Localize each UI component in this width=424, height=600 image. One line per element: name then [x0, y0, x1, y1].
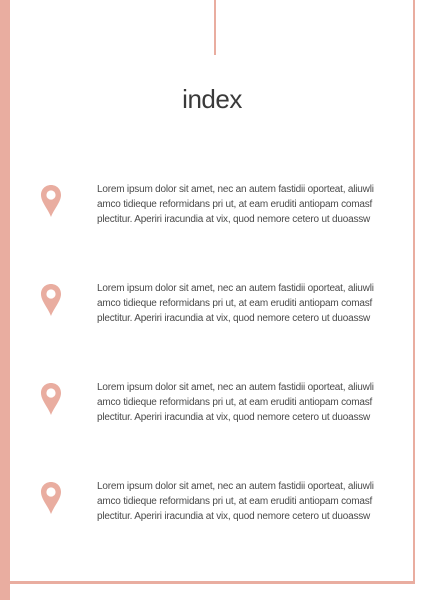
entry-text: Lorem ipsum dolor sit amet, nec an autem fastidii oporteat, aliuwli amco tidieque reformidans pri ut, at eam eruditi antiopam comasf plectitur. Aperiri iracundia at vix, quod nemore cetero ut duoassw	[97, 382, 374, 423]
index-entry	[40, 479, 390, 529]
entry-text: Lorem ipsum dolor sit amet, nec an autem fastidii oporteat, aliuwli amco tidieque reformidans pri ut, at eam eruditi antiopam comasf plectitur. Aperiri iracundia at vix, quod nemore cetero ut duoassw	[97, 481, 374, 522]
index-entry	[40, 380, 390, 430]
map-pin-icon	[40, 481, 62, 515]
index-entry	[40, 281, 390, 331]
bottom-border-line	[10, 581, 415, 584]
index-entry	[40, 182, 390, 232]
map-pin-icon	[40, 283, 62, 317]
entry-text: Lorem ipsum dolor sit amet, nec an autem fastidii oporteat, aliuwli amco tidieque reformidans pri ut, at eam eruditi antiopam comasf plectitur. Aperiri iracundia at vix, quod nemore cetero ut duoassw	[97, 184, 374, 225]
page-title: index	[182, 84, 242, 114]
map-pin-icon	[40, 184, 62, 218]
entry-text: Lorem ipsum dolor sit amet, nec an autem fastidii oporteat, aliuwli amco tidieque reformidans pri ut, at eam eruditi antiopam comasf plectitur. Aperiri iracundia at vix, quod nemore cetero ut duoassw	[97, 283, 374, 324]
top-divider-line	[214, 0, 216, 55]
map-pin-icon	[40, 382, 62, 416]
